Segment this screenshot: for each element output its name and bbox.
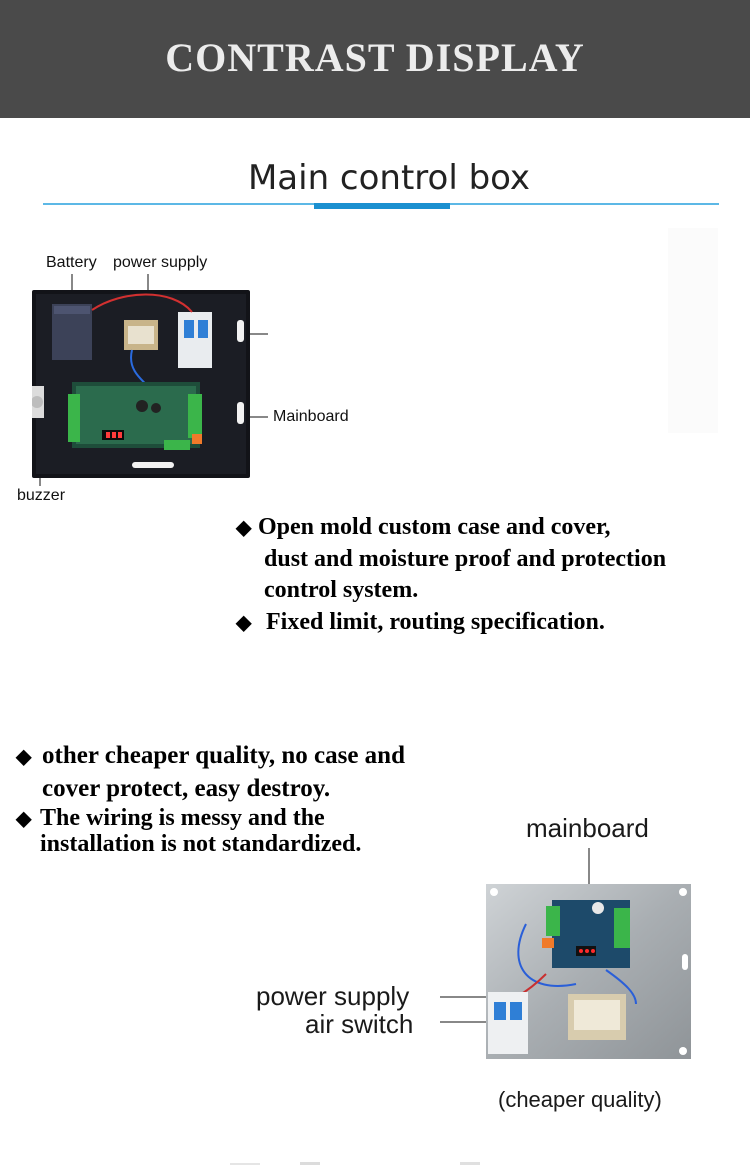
feature-line: The wiring is messy and the (40, 805, 325, 831)
feature-line: dust and moisture proof and protection (264, 546, 667, 572)
cheaper-quality-photo (486, 884, 691, 1059)
diamond-icon: ◆ (16, 808, 32, 830)
label-power-supply-top: power supply (113, 254, 208, 271)
feature-item (236, 512, 666, 544)
feature-line: installation is not standardized. (40, 831, 362, 857)
label-mainboard-top: Mainboard (273, 408, 349, 425)
label-mainboard-bottom: mainboard (526, 813, 649, 843)
feature-item (16, 806, 361, 832)
feature-list-good (236, 512, 666, 639)
feature-line: cover protect, easy destroy. (42, 775, 331, 802)
label-power-supply-bottom: power supply (256, 981, 410, 1011)
main-control-box-photo (32, 290, 250, 478)
feature-list-bad (16, 740, 405, 804)
footer-decoration (0, 1160, 750, 1167)
feature-line: control system. (264, 577, 419, 603)
feature-line: Open mold custom case and cover, (258, 514, 611, 540)
caption-cheaper-quality: (cheaper quality) (498, 1087, 662, 1112)
feature-item (236, 607, 666, 639)
diamond-icon: ◆ (16, 746, 32, 768)
diamond-icon: ◆ (236, 612, 252, 634)
feature-item (16, 740, 405, 773)
feature-line: Fixed limit, routing specification. (266, 609, 605, 635)
feature-line: other cheaper quality, no case and (42, 742, 405, 769)
label-air-switch: air switch (305, 1009, 414, 1039)
header-title: CONTRAST DISPLAY (165, 35, 585, 80)
label-battery: Battery (46, 254, 97, 271)
label-buzzer: buzzer (17, 487, 66, 504)
diamond-icon: ◆ (236, 517, 252, 539)
section-title: Main control box (247, 158, 531, 198)
